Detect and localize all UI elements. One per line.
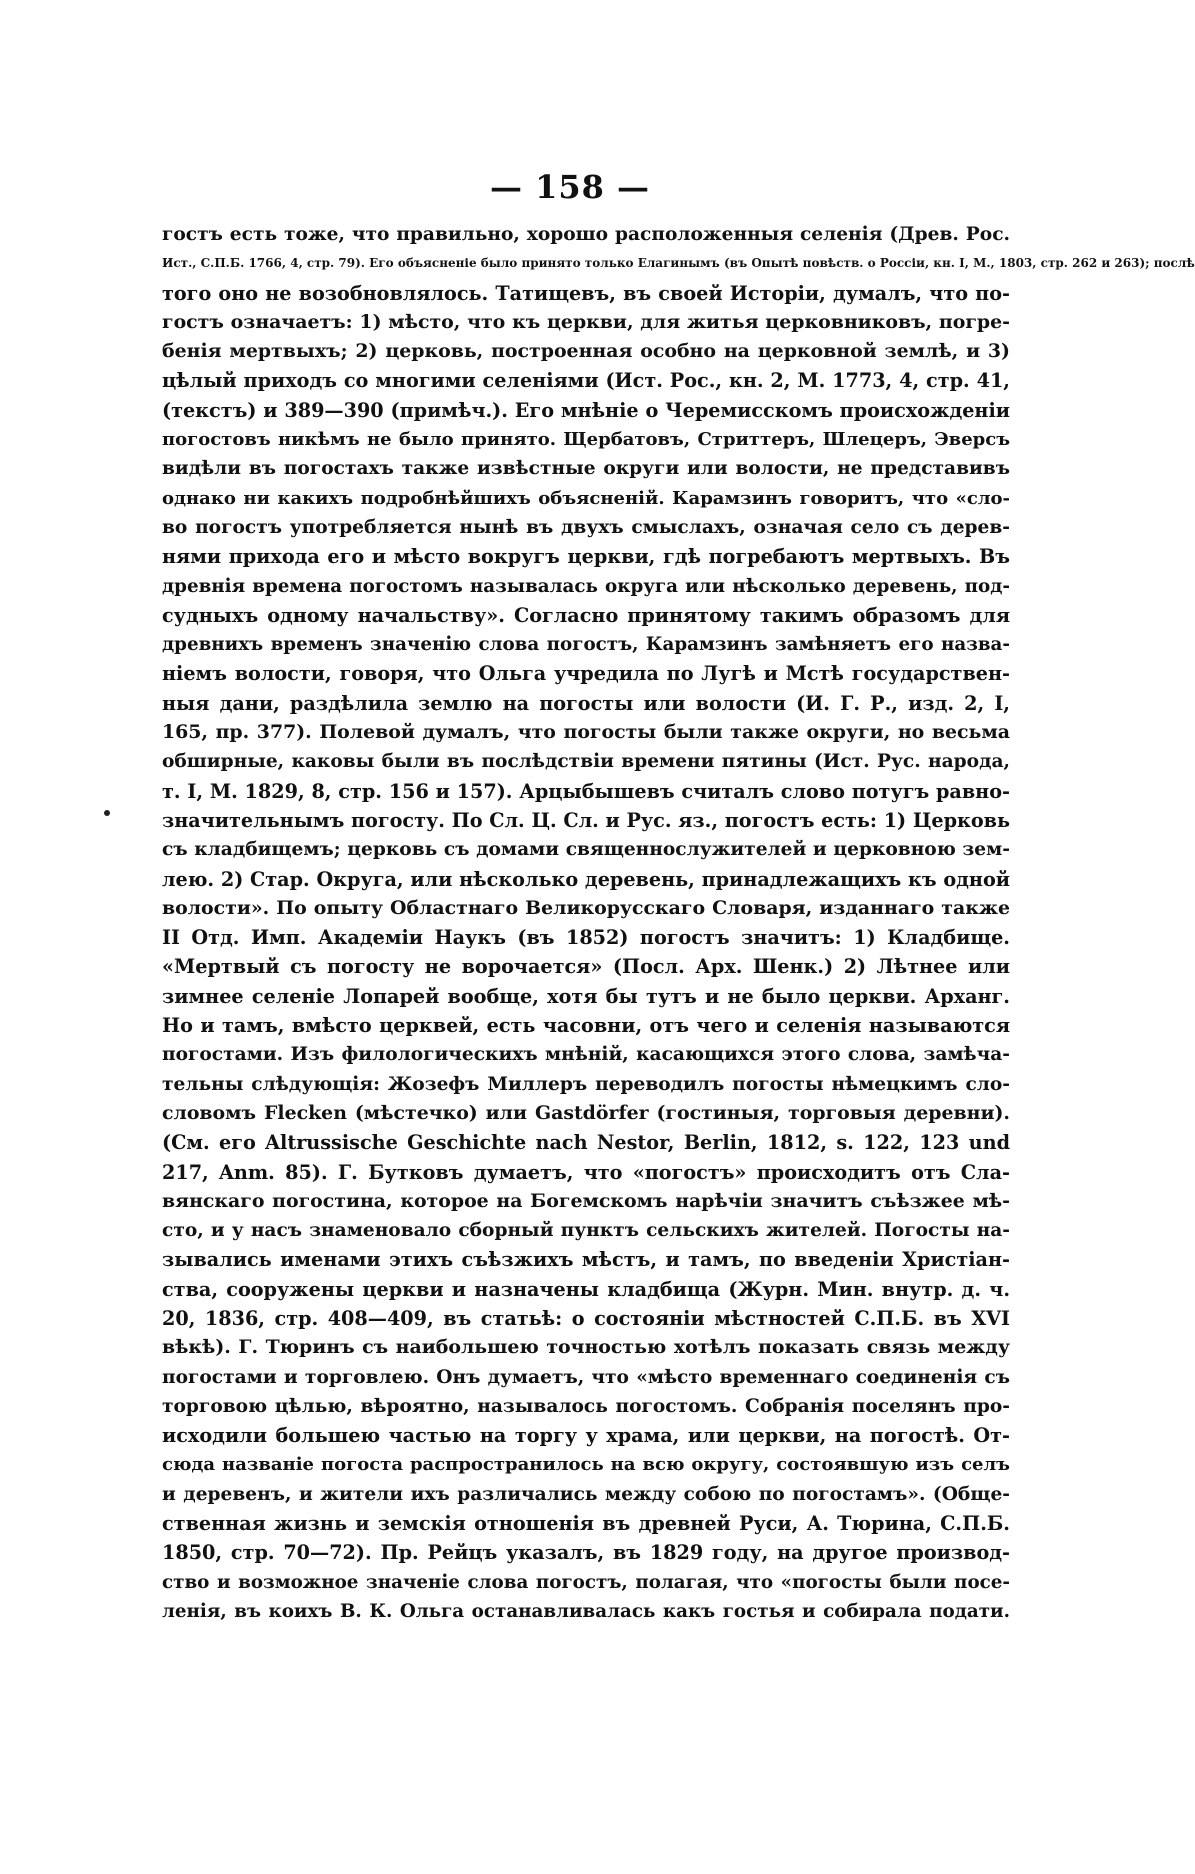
text-line: бенія мертвыхъ; 2) церковь, построенная особно на церковной землѣ, и 3) (162, 340, 1010, 363)
text-line: ленія, въ коихъ В. К. Ольга останавливалась какъ гостья и собирала подати. (162, 1600, 1010, 1622)
text-line: того оно не возобновлялось. Татищевъ, въ своей Исторіи, думалъ, что по- (162, 281, 1010, 305)
text-line: зимнее селеніе Лопарей вообще, хотя бы тутъ и не было церкви. Арханг. (162, 984, 1010, 1008)
text-line: сюда названіе погоста распространилось на всю округу, состоявшую изъ селъ (162, 1454, 1010, 1476)
text-line: съ кладбищемъ; церковь съ домами священнослужителей и церковною зем- (162, 839, 1010, 861)
text-line: погостами. Изъ филологическихъ мнѣній, касающихся этого слова, замѣча- (162, 1044, 1010, 1066)
text-line: ніемъ волости, говоря, что Ольга учредила по Лугѣ и Мстѣ государствен- (162, 662, 1010, 686)
text-line: цѣлый приходъ со многими селеніями (Ист. Рос., кн. 2, М. 1773, 4, стр. 41, (162, 369, 1010, 393)
text-line: древнихъ временъ значенію слова погостъ, Карамзинъ замѣняетъ его назва- (162, 634, 1010, 656)
text-line: ства, сооружены церкви и назначены кладбища (Журн. Мин. внутр. д. ч. (162, 1277, 1010, 1301)
text-line: и деревенъ, и жители ихъ различались между собою по погостамъ». (Обще- (162, 1483, 1010, 1505)
text-line: «Мертвый съ погосту не ворочается» (Посл. Арх. Шенк.) 2) Лѣтнее или (162, 955, 1010, 979)
text-line: II Отд. Имп. Академіи Наукъ (въ 1852) погостъ значитъ: 1) Кладбище. (162, 926, 1010, 950)
text-line: исходили большею частью на торгу у храма, или церкви, на погостѣ. От- (162, 1424, 1010, 1448)
text-line: (текстъ) и 389—390 (примѣч.). Его мнѣніе о Черемисскомъ происхожденіи (162, 398, 1010, 422)
text-line: 1850, стр. 70—72). Пр. Рейцъ указалъ, въ 1829 году, на другое производ- (162, 1541, 1010, 1565)
body-text (162, 220, 1195, 1626)
margin-dot-mark (104, 810, 110, 816)
text-line: волости». По опыту Областнаго Великорусскаго Словаря, изданнаго также (162, 896, 1010, 919)
text-line: погостами и торговлею. Онъ думаетъ, что «мѣсто временнаго соединенія съ (162, 1366, 1010, 1388)
text-line: словомъ Flecken (мѣстечко) или Gastdörfer (гостиныя, торговыя деревни). (162, 1101, 1010, 1124)
text-line: лею. 2) Стар. Округа, или нѣсколько деревень, принадлежащихъ къ одной (162, 867, 1010, 891)
text-line: во погостъ употребляется нынѣ въ двухъ смыслахъ, означая село съ дерев- (162, 516, 1010, 538)
text-line: вѣкѣ). Г. Тюринъ съ наибольшею точностью хотѣлъ показать связь между (162, 1336, 1010, 1359)
text-line: Но и тамъ, вмѣсто церквей, есть часовни, отъ чего и селенія называются (162, 1014, 1010, 1038)
text-line: однако ни какихъ подробнѣйшихъ объясненій. Карамзинъ говоритъ, что «сло- (162, 487, 1010, 509)
text-line: погостовъ никѣмъ не было принято. Щербатовъ, Стриттеръ, Шлецеръ, Эверсъ (162, 429, 1010, 451)
text-line: гостъ означаетъ: 1) мѣсто, что къ церкви, для житья церковниковъ, погре- (162, 310, 1010, 333)
text-line: видѣли въ погостахъ также извѣстные округи или волости, не представивъ (162, 458, 1010, 480)
text-line: вянскаго погостина, которое на Богемскомъ нарѣчіи значитъ съѣзжее мѣ- (162, 1189, 1010, 1212)
text-line: судныхъ одному начальству». Согласно принятому такимъ образомъ для (162, 603, 1010, 627)
text-line: 217, Anm. 85). Г. Бутковъ думаетъ, что «погостъ» происходитъ отъ Сла- (162, 1160, 1010, 1184)
text-line: ство и возможное значеніе слова погостъ, полагая, что «погосты были посе- (162, 1571, 1010, 1593)
text-line: гостъ есть тоже, что правильно, хорошо расположенныя селенія (Древ. Рос. (162, 224, 1010, 245)
text-line: 165, пр. 377). Полевой думалъ, что погосты были также округи, но весьма (162, 721, 1010, 744)
text-line: 20, 1836, стр. 408—409, въ статьѣ: о состояніи мѣстностей С.П.Б. въ XVI (162, 1306, 1010, 1330)
text-line: ныя дани, раздѣлила землю на погосты или волости (И. Г. Р., изд. 2, I, (162, 691, 1010, 715)
text-line: ственная жизнь и земскія отношенія въ древней Руси, А. Тюрина, С.П.Б. (162, 1512, 1010, 1536)
text-line: Ист., С.П.Б. 1766, 4, стр. 79). Его объясненіе было принято только Елагинымъ (въ Опытѣ повѣств. о Россіи, кн. I, М., 1803, стр. 262 и 263); послѣ (162, 256, 1195, 271)
text-line: нями прихода его и мѣсто вокругъ церкви, гдѣ погребаютъ мертвыхъ. Въ (162, 545, 1010, 569)
text-line: тельны слѣдующія: Жозефъ Миллеръ переводилъ погосты нѣмецкимъ сло- (162, 1073, 1010, 1095)
text-line: (См. его Altrussische Geschichte nach Nestor, Berlin, 1812, s. 122, 123 und (162, 1131, 1010, 1155)
text-line: торговою цѣлью, вѣроятно, называлось погостомъ. Собранія поселянъ про- (162, 1395, 1010, 1417)
text-line: т. I, М. 1829, 8, стр. 156 и 157). Арцыбышевъ считалъ слово потугъ равно- (162, 779, 1010, 803)
text-line: древнія времена погостомъ называлась округа или нѣсколько деревень, под- (162, 575, 1010, 597)
text-line: обширные, каковы были въ послѣдствіи времени пятины (Ист. Рус. народа, (162, 751, 1010, 773)
text-line: значительнымъ погосту. По Сл. Ц. Сл. и Рус. яз., погостъ есть: 1) Церковь (162, 808, 1010, 832)
text-line: зывались именами этихъ съѣзжихъ мѣстъ, и тамъ, по введеніи Христіан- (162, 1248, 1010, 1272)
page-number: — 158 — (489, 168, 651, 206)
text-line: сто, и у насъ знаменовало сборный пунктъ сельскихъ жителей. Погосты на- (162, 1220, 1010, 1242)
